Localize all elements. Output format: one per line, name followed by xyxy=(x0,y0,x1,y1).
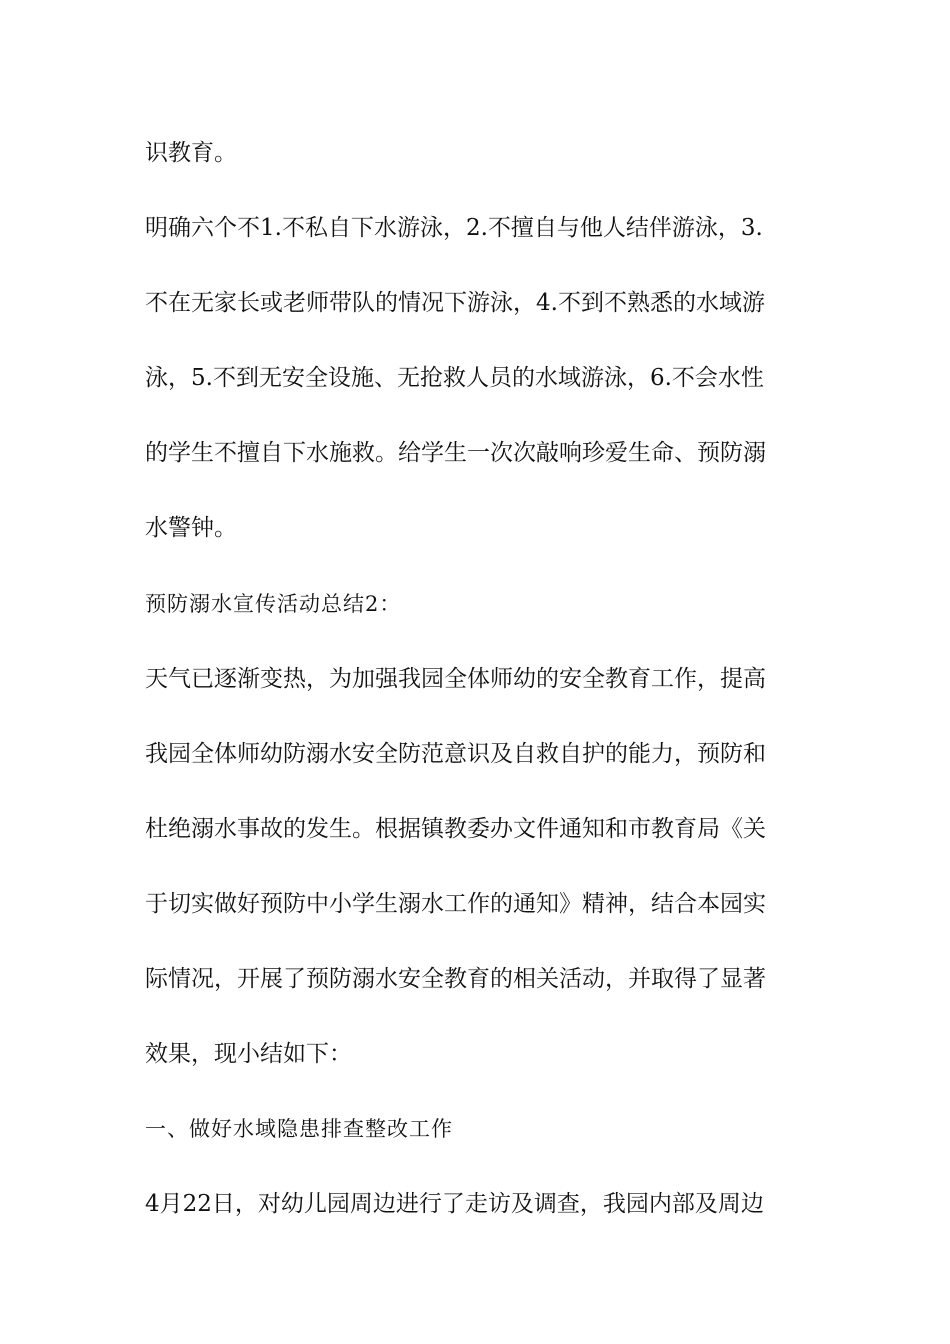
paragraph-line: 于切实做好预防中小学生溺水工作的通知》精神，结合本园实 xyxy=(145,891,766,917)
paragraph-line: 识教育。 xyxy=(145,140,237,166)
paragraph-line: 水警钟。 xyxy=(145,515,237,541)
paragraph-line: 效果，现小结如下： xyxy=(145,1041,352,1067)
paragraph-line: 天气已逐渐变热，为加强我园全体师幼的安全教育工作，提高 xyxy=(145,666,766,692)
paragraph-line: 明确六个不1.不私自下水游泳，2.不擅自与他人结伴游泳，3. xyxy=(145,215,763,241)
paragraph-line: 际情况，开展了预防溺水安全教育的相关活动，并取得了显著 xyxy=(145,966,766,992)
paragraph-line: 不在无家长或老师带队的情况下游泳，4.不到不熟悉的水域游 xyxy=(145,290,765,316)
paragraph-line: 我园全体师幼防溺水安全防范意识及自救自护的能力，预防和 xyxy=(145,741,766,767)
paragraph-line: 4月22日，对幼儿园周边进行了走访及调查，我园内部及周边 xyxy=(145,1191,764,1217)
paragraph-line: 泳，5.不到无安全设施、无抢救人员的水域游泳，6.不会水性 xyxy=(145,365,764,391)
paragraph-line: 的学生不擅自下水施救。给学生一次次敲响珍爱生命、预防溺 xyxy=(145,440,766,466)
subsection-heading: 一、做好水域隐患排查整改工作 xyxy=(145,1117,453,1141)
paragraph-line: 杜绝溺水事故的发生。根据镇教委办文件通知和市教育局《关 xyxy=(145,816,766,842)
section-heading: 预防溺水宣传活动总结2： xyxy=(145,592,402,616)
